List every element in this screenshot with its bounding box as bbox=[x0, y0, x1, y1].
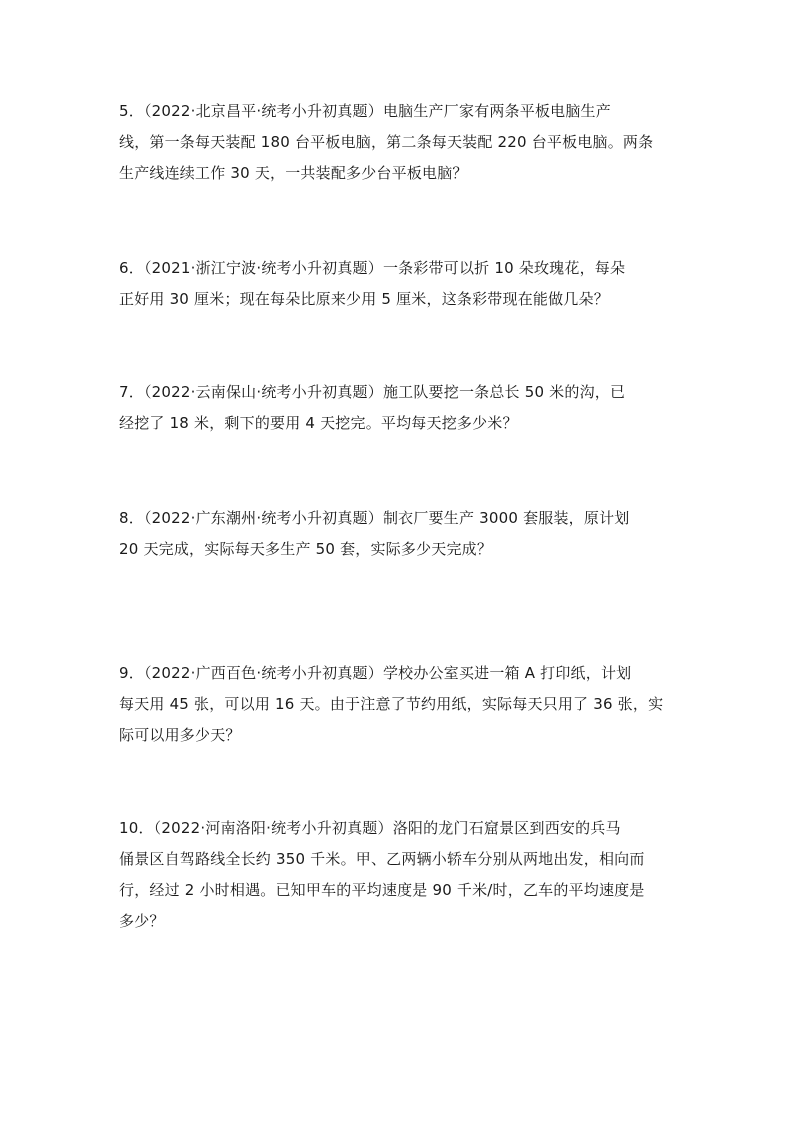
question-line: 线，第一条每天装配 180 台平板电脑，第二条每天装配 220 台平板电脑。两条 bbox=[119, 133, 654, 151]
question-line: 行，经过 2 小时相遇。已知甲车的平均速度是 90 千米/时，乙车的平均速度是 bbox=[119, 881, 645, 899]
question-line: 经挖了 18 米，剩下的要用 4 天挖完。平均每天挖多少米？ bbox=[119, 414, 518, 432]
question-line: 9．（2022·广西百色·统考小升初真题）学校办公室买进一箱 A 打印纸，计划 bbox=[119, 664, 632, 682]
question-5 bbox=[119, 96, 681, 189]
question-line: 7．（2022·云南保山·统考小升初真题）施工队要挖一条总长 50 米的沟，已 bbox=[119, 383, 626, 401]
question-9 bbox=[119, 658, 681, 751]
question-10 bbox=[119, 813, 681, 937]
question-6 bbox=[119, 253, 681, 315]
question-line: 20 天完成，实际每天多生产 50 套，实际多少天完成？ bbox=[119, 540, 493, 558]
question-line: 俑景区自驾路线全长约 350 千米。甲、乙两辆小轿车分别从两地出发，相向而 bbox=[119, 850, 645, 868]
question-line: 6．（2021·浙江宁波·统考小升初真题）一条彩带可以折 10 朵玫瑰花，每朵 bbox=[119, 259, 626, 277]
question-line: 生产线连续工作 30 天，一共装配多少台平板电脑？ bbox=[119, 164, 468, 182]
question-line: 际可以用多少天？ bbox=[119, 726, 241, 744]
question-line: 多少？ bbox=[119, 912, 165, 930]
question-line: 10．（2022·河南洛阳·统考小升初真题）洛阳的龙门石窟景区到西安的兵马 bbox=[119, 819, 621, 837]
question-line: 5．（2022·北京昌平·统考小升初真题）电脑生产厂家有两条平板电脑生产 bbox=[119, 102, 611, 120]
question-line: 每天用 45 张，可以用 16 天。由于注意了节约用纸，实际每天只用了 36 张，实 bbox=[119, 695, 664, 713]
question-line: 正好用 30 厘米；现在每朵比原来少用 5 厘米，这条彩带现在能做几朵？ bbox=[119, 290, 609, 308]
question-7 bbox=[119, 377, 681, 439]
question-line: 8．（2022·广东潮州·统考小升初真题）制衣厂要生产 3000 套服装，原计划 bbox=[119, 509, 630, 527]
question-8 bbox=[119, 503, 681, 565]
